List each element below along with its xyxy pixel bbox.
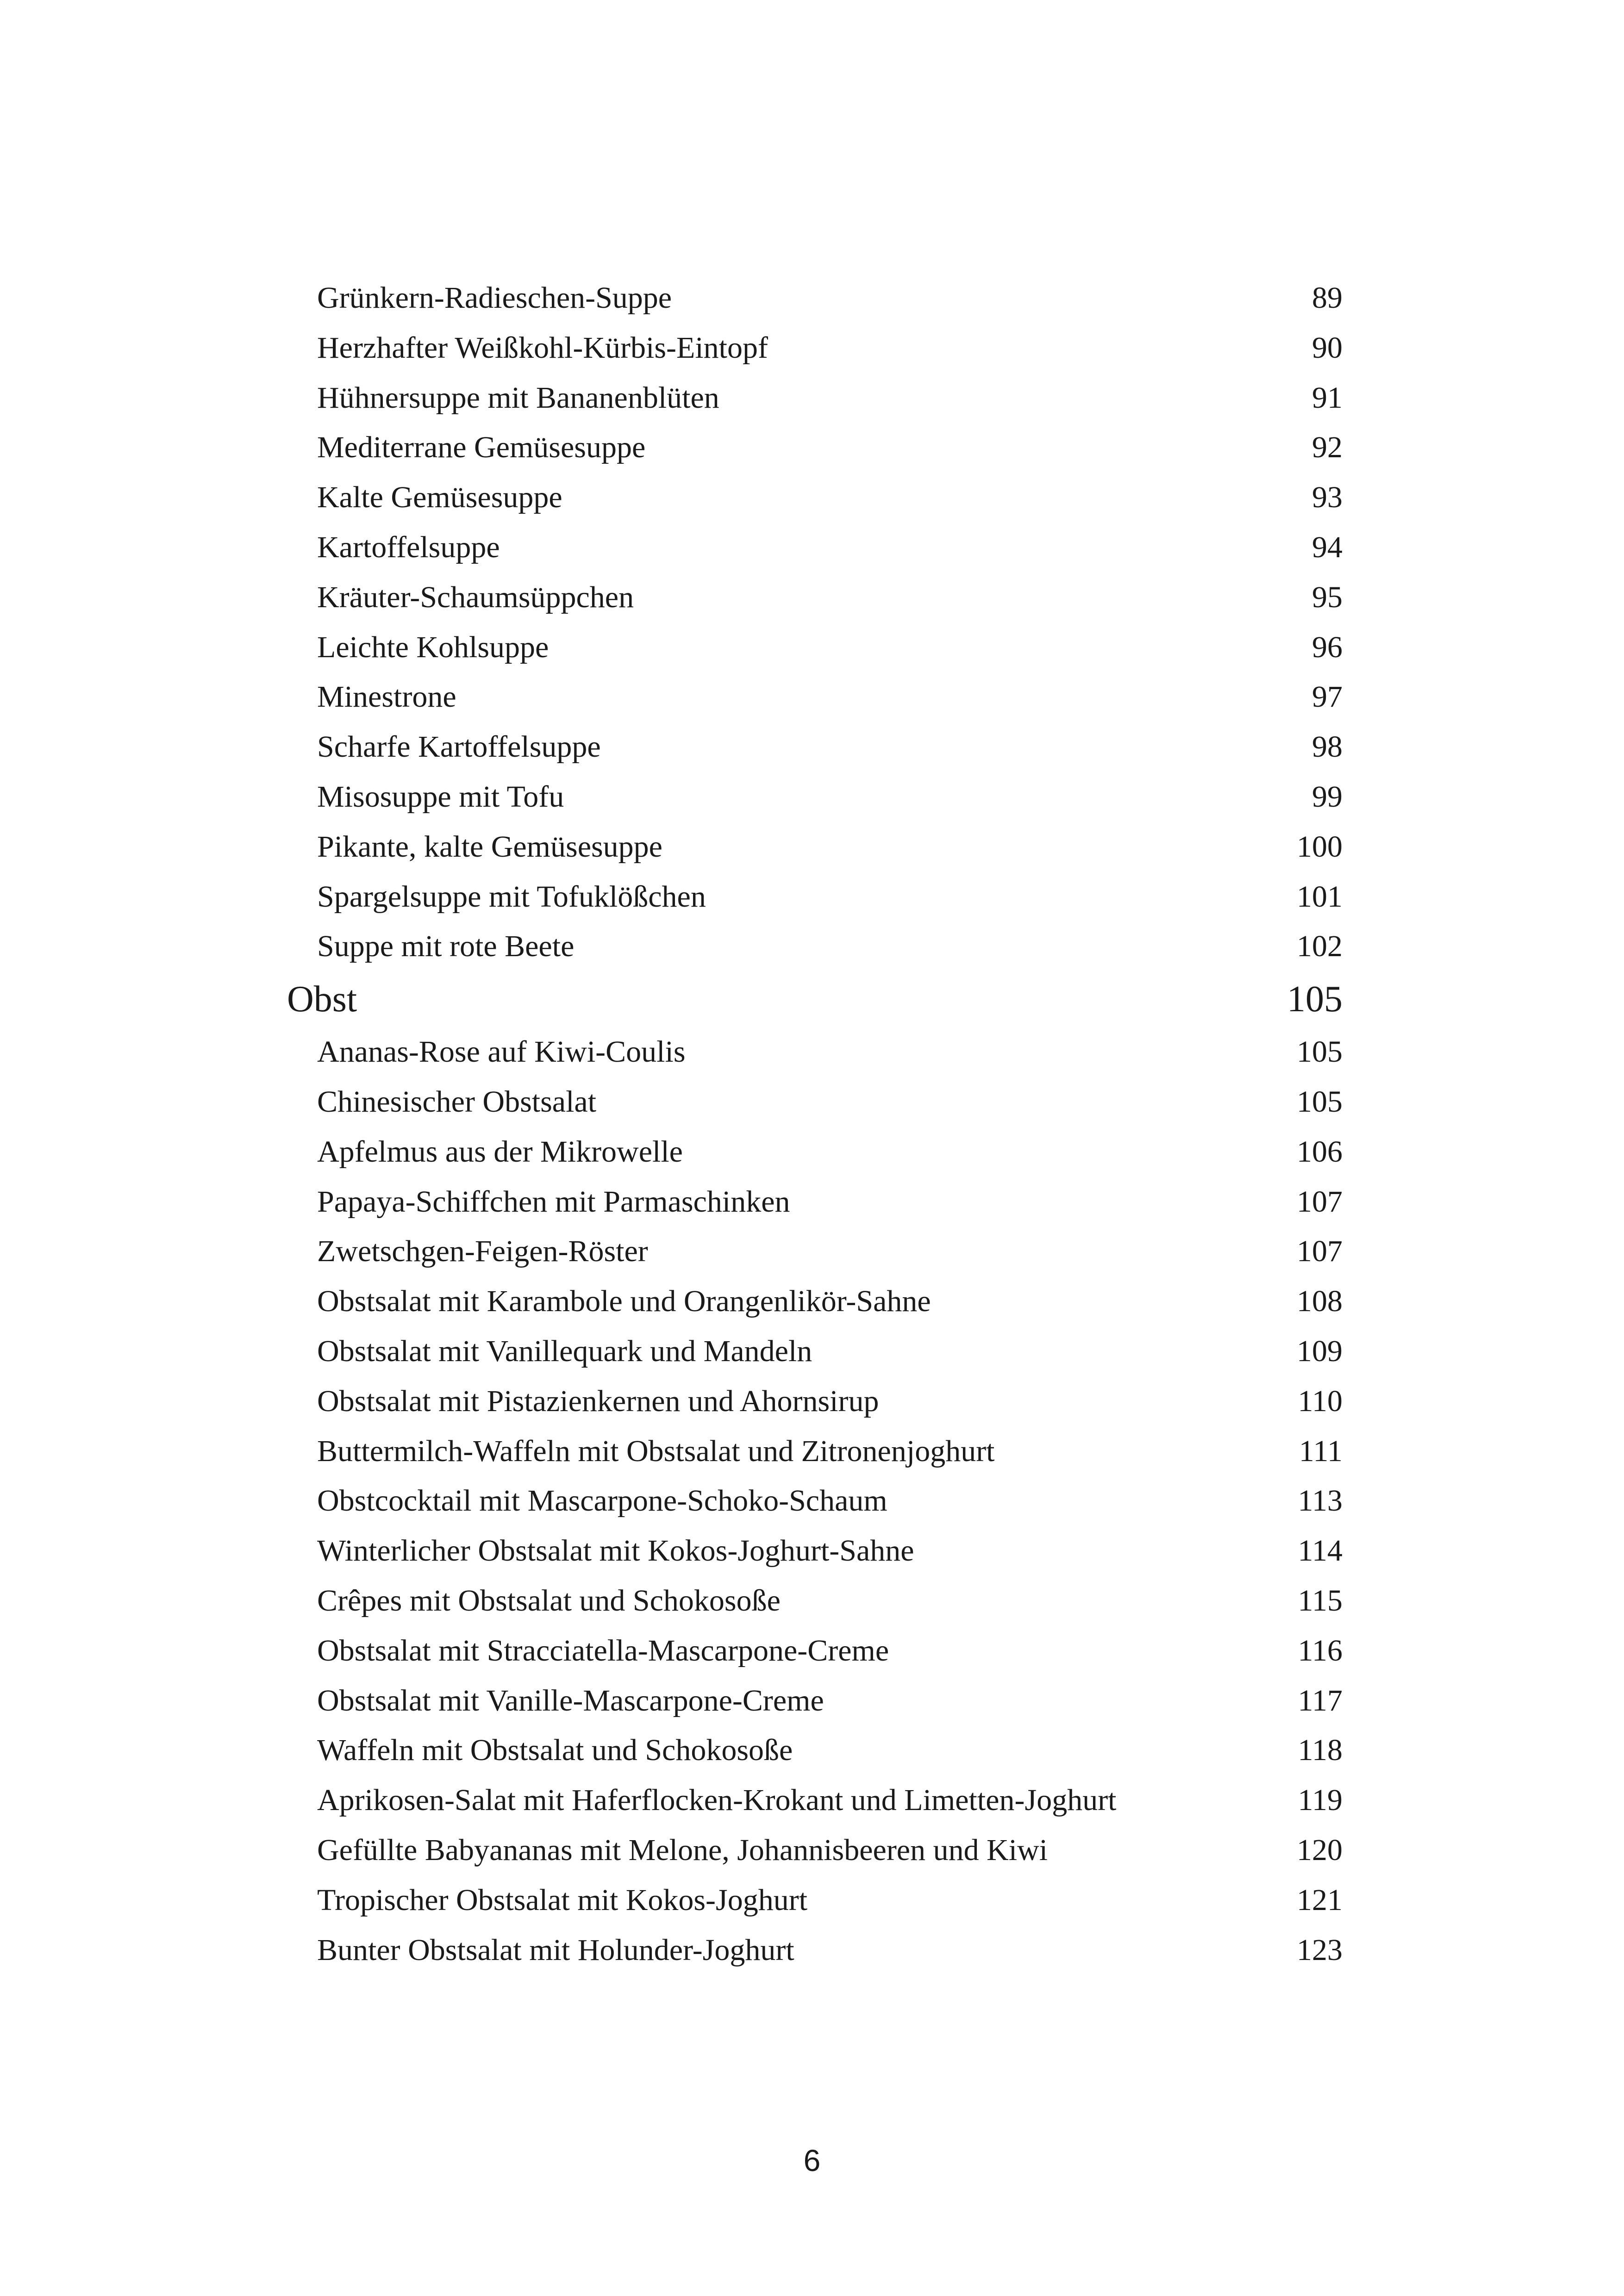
toc-entry-page-number: 120 bbox=[1297, 1833, 1343, 1867]
toc-entry-title: Kräuter-Schaumsüppchen bbox=[317, 580, 634, 614]
toc-entry-title: Obstsalat mit Karambole und Orangenlikör-Sahne bbox=[317, 1284, 931, 1319]
toc-entry-page-number: 123 bbox=[1297, 1933, 1343, 1967]
toc-entry-title: Obstsalat mit Stracciatella-Mascarpone-Creme bbox=[317, 1633, 889, 1668]
toc-entry-page-number: 93 bbox=[1312, 480, 1343, 515]
toc-entry bbox=[287, 921, 1343, 971]
toc-entry-page-number: 116 bbox=[1298, 1633, 1343, 1668]
toc-entry-title: Gefüllte Babyananas mit Melone, Johannisbeeren und Kiwi bbox=[317, 1833, 1048, 1867]
toc-entry-page-number: 96 bbox=[1312, 630, 1343, 664]
toc-entry-title: Chinesischer Obstsalat bbox=[317, 1084, 597, 1119]
toc-entry-title: Buttermilch-Waffeln mit Obstsalat und Zitronenjoghurt bbox=[317, 1434, 995, 1468]
toc-section-heading bbox=[287, 971, 1343, 1027]
toc-entry-page-number: 107 bbox=[1297, 1184, 1343, 1219]
toc-entry bbox=[287, 1127, 1343, 1177]
toc-entry-page-number: 107 bbox=[1297, 1234, 1343, 1269]
toc-entry-page-number: 113 bbox=[1298, 1484, 1343, 1518]
toc-entry-page-number: 118 bbox=[1298, 1733, 1343, 1767]
toc-entry bbox=[287, 373, 1343, 423]
toc-entry-page-number: 117 bbox=[1298, 1683, 1343, 1717]
toc-entry bbox=[287, 1326, 1343, 1376]
toc-entry-page-number: 114 bbox=[1298, 1534, 1343, 1568]
toc-entry bbox=[287, 722, 1343, 772]
toc-entry bbox=[287, 323, 1343, 373]
toc-entry-page-number: 89 bbox=[1312, 281, 1343, 315]
toc-entry-page-number: 119 bbox=[1298, 1783, 1343, 1817]
toc-entry bbox=[287, 872, 1343, 922]
toc-entry-title: Winterlicher Obstsalat mit Kokos-Joghurt-Sahne bbox=[317, 1534, 914, 1568]
toc-entry-title: Minestrone bbox=[317, 680, 456, 714]
toc-entry-title: Spargelsuppe mit Tofuklößchen bbox=[317, 879, 706, 914]
toc-entry bbox=[287, 1875, 1343, 1925]
toc-entry bbox=[287, 822, 1343, 872]
toc-entry-title: Kartoffelsuppe bbox=[317, 530, 500, 564]
toc-entry-page-number: 105 bbox=[1297, 1035, 1343, 1069]
toc-entry bbox=[287, 1476, 1343, 1526]
toc-entry-page-number: 109 bbox=[1297, 1334, 1343, 1368]
toc-entry-title: Mediterrane Gemüsesuppe bbox=[317, 430, 646, 465]
toc-entry bbox=[287, 1576, 1343, 1626]
toc-entry-page-number: 92 bbox=[1312, 430, 1343, 465]
table-of-contents bbox=[287, 273, 1343, 1975]
toc-entry bbox=[287, 1226, 1343, 1276]
toc-entry bbox=[287, 1825, 1343, 1875]
toc-entry-page-number: 98 bbox=[1312, 730, 1343, 764]
toc-entry-title: Waffeln mit Obstsalat und Schokosoße bbox=[317, 1733, 793, 1767]
toc-entry bbox=[287, 1775, 1343, 1825]
toc-entry-title: Obstcocktail mit Mascarpone-Schoko-Schaum bbox=[317, 1484, 887, 1518]
toc-entry bbox=[287, 572, 1343, 622]
toc-entry-title: Crêpes mit Obstsalat und Schokosoße bbox=[317, 1583, 781, 1618]
toc-entry-title: Suppe mit rote Beete bbox=[317, 929, 575, 964]
toc-entry-page-number: 100 bbox=[1297, 829, 1343, 864]
toc-entry bbox=[287, 1526, 1343, 1576]
toc-entry-title: Pikante, kalte Gemüsesuppe bbox=[317, 829, 662, 864]
toc-entry bbox=[287, 622, 1343, 672]
toc-entry-page-number: 110 bbox=[1298, 1384, 1343, 1418]
page-number: 6 bbox=[803, 2143, 821, 2178]
toc-entry bbox=[287, 772, 1343, 822]
toc-entry-title: Apfelmus aus der Mikrowelle bbox=[317, 1134, 683, 1169]
toc-entry-page-number: 108 bbox=[1297, 1284, 1343, 1319]
toc-entry-title: Obstsalat mit Pistazienkernen und Ahornsirup bbox=[317, 1384, 879, 1418]
toc-entry-title: Grünkern-Radieschen-Suppe bbox=[317, 281, 672, 315]
toc-entry-page-number: 97 bbox=[1312, 680, 1343, 714]
toc-entry bbox=[287, 1027, 1343, 1077]
toc-entry bbox=[287, 672, 1343, 722]
toc-entry bbox=[287, 1376, 1343, 1426]
toc-entry-page-number: 105 bbox=[1297, 1084, 1343, 1119]
toc-entry-title: Bunter Obstsalat mit Holunder-Joghurt bbox=[317, 1933, 794, 1967]
toc-entry-page-number: 94 bbox=[1312, 530, 1343, 564]
toc-entry bbox=[287, 1177, 1343, 1227]
toc-section-title: Obst bbox=[287, 979, 357, 1020]
toc-entry-title: Ananas-Rose auf Kiwi-Coulis bbox=[317, 1035, 686, 1069]
toc-entry bbox=[287, 1725, 1343, 1775]
toc-entry bbox=[287, 523, 1343, 572]
toc-entry-title: Aprikosen-Salat mit Haferflocken-Krokant und Limetten-Joghurt bbox=[317, 1783, 1117, 1817]
toc-entry-page-number: 121 bbox=[1297, 1883, 1343, 1917]
toc-entry-title: Leichte Kohlsuppe bbox=[317, 630, 549, 664]
toc-entry-title: Misosuppe mit Tofu bbox=[317, 779, 564, 814]
toc-entry-page-number: 111 bbox=[1299, 1434, 1343, 1468]
toc-entry-title: Zwetschgen-Feigen-Röster bbox=[317, 1234, 648, 1269]
toc-entry-title: Papaya-Schiffchen mit Parmaschinken bbox=[317, 1184, 790, 1219]
toc-entry-title: Herzhafter Weißkohl-Kürbis-Eintopf bbox=[317, 330, 768, 365]
toc-entry-page-number: 90 bbox=[1312, 330, 1343, 365]
toc-entry-title: Scharfe Kartoffelsuppe bbox=[317, 730, 601, 764]
toc-entry bbox=[287, 1925, 1343, 1975]
toc-entry-page-number: 101 bbox=[1297, 879, 1343, 914]
toc-entry bbox=[287, 1276, 1343, 1326]
toc-entry-page-number: 95 bbox=[1312, 580, 1343, 614]
toc-entry bbox=[287, 273, 1343, 323]
toc-entry bbox=[287, 1676, 1343, 1726]
toc-entry bbox=[287, 423, 1343, 473]
toc-entry-page-number: 115 bbox=[1298, 1583, 1343, 1618]
toc-entry-page-number: 106 bbox=[1297, 1134, 1343, 1169]
toc-entry bbox=[287, 473, 1343, 523]
toc-entry-title: Obstsalat mit Vanillequark und Mandeln bbox=[317, 1334, 812, 1368]
toc-entry-page-number: 102 bbox=[1297, 929, 1343, 964]
toc-entry-page-number: 99 bbox=[1312, 779, 1343, 814]
toc-entry bbox=[287, 1077, 1343, 1127]
toc-section-page-number: 105 bbox=[1287, 979, 1343, 1020]
toc-entry-title: Hühnersuppe mit Bananenblüten bbox=[317, 380, 719, 415]
toc-entry bbox=[287, 1426, 1343, 1476]
toc-entry-title: Tropischer Obstsalat mit Kokos-Joghurt bbox=[317, 1883, 808, 1917]
toc-entry-title: Kalte Gemüsesuppe bbox=[317, 480, 562, 515]
toc-entry-title: Obstsalat mit Vanille-Mascarpone-Creme bbox=[317, 1683, 824, 1717]
toc-entry bbox=[287, 1626, 1343, 1676]
toc-entry-page-number: 91 bbox=[1312, 380, 1343, 415]
